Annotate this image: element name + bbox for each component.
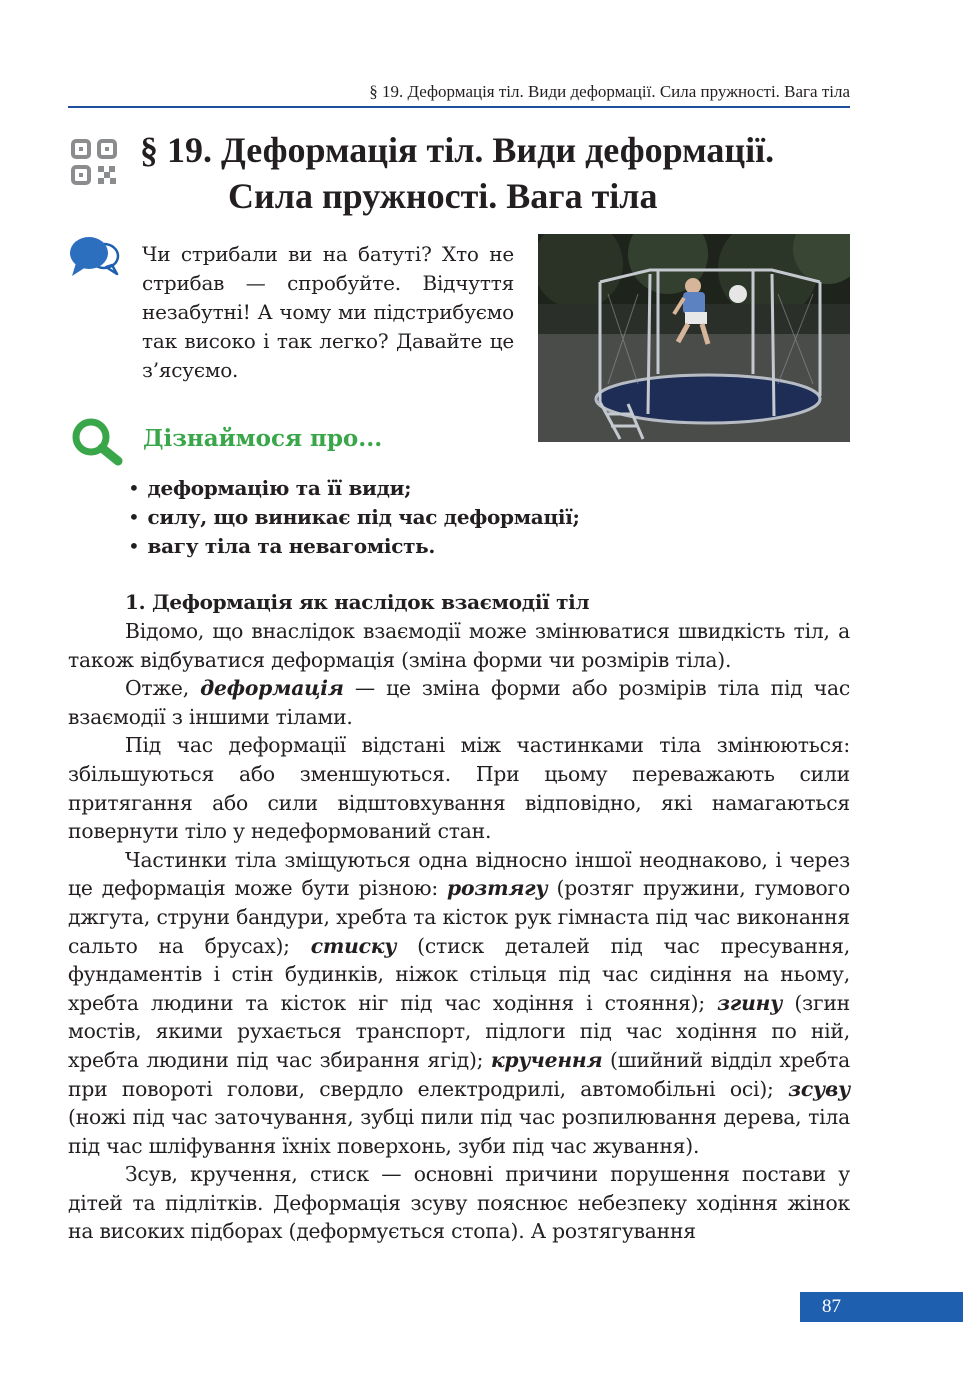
term-tension: розтягу bbox=[447, 876, 548, 901]
magnifier-icon bbox=[70, 416, 124, 466]
list-item: • силу, що виникає під час деформації; bbox=[128, 503, 580, 532]
learn-list bbox=[128, 474, 580, 561]
term-torsion: кручення bbox=[490, 1047, 603, 1072]
intro-paragraph: Чи стрибали ви на батуті? Хто не стрибав — спробуйте. Відчуття незабутні! А чому ми підстрибуємо так високо і так легко? Давайте це з’ясуємо. bbox=[142, 242, 514, 382]
qr-code-icon[interactable] bbox=[70, 138, 118, 186]
running-header: § 19. Деформація тіл. Види деформації. Сила пружності. Вага тіла bbox=[369, 82, 850, 101]
paragraph-2: Отже, деформація — це зміна форми або розмірів тіла під час взаємодії з іншими тілами. bbox=[68, 676, 850, 729]
title-line-2: Сила пружності. Вага тіла bbox=[228, 176, 658, 216]
paragraph-5: Зсув, кручення, стиск — основні причини порушення постави у дітей та підлітків. Деформація зсуву пояснює небезпеку ходіння жінок на високих підборах (деформується стопа). А розтягування bbox=[68, 1162, 850, 1244]
title-line-1: § 19. Деформація тіл. Види деформації. bbox=[140, 130, 775, 170]
paragraph-4: Частинки тіла зміщуються одна відносно іншої неоднаково, і через це деформація може бути різною: розтягу (розтяг пружини, гумового джгута, струни бандури, хребта та кісток рук гімнаста під час виконання сальто на брусах); стиску (стиск деталей під час пресування, фундаментів і стін будинків, ніжок стільця під час сидіння на ньому, хребта людини та кісток ніг під час ходіння і стояння); згину (згин мостів, якими рухається транспорт, підлоги під час ходіння по ній, хребта людини під час збирання ягід); кручення (шийний відділ хребта при повороті голови, свердло електродрилі, автомобільні осі); зсуву (ножі під час заточування, зубці пили під час розпилювання дерева, тіла під час шліфування їхніх поверхонь, зуби під час жування). bbox=[68, 847, 851, 1158]
section-heading: 1. Деформація як наслідок взаємодії тіл bbox=[125, 590, 590, 614]
list-item: • вагу тіла та невагомість. bbox=[128, 532, 580, 561]
page-number: 87 bbox=[800, 1292, 963, 1322]
term-deformation: деформація bbox=[200, 676, 344, 701]
header-rule bbox=[68, 106, 850, 108]
term-shear: зсуву bbox=[788, 1076, 850, 1101]
paragraph-3: Під час деформації відстані між частинками тіла змінюються: збільшуються або зменшуються. При цьому переважають сили притягання або сили відштовхування відповідно, які намагаються повернути тіло у недеформований стан. bbox=[68, 733, 850, 844]
chat-bubbles-icon bbox=[68, 234, 120, 280]
paragraph-1: Відомо, що внаслідок взаємодії може змінюватися швидкість тіл, а також відбуватися деформація (зміна форми чи розмірів тіла). bbox=[68, 619, 850, 672]
body-text bbox=[68, 617, 850, 1246]
term-bending: згину bbox=[717, 990, 783, 1015]
page-title bbox=[140, 127, 860, 219]
learn-heading: Дізнаймося про... bbox=[143, 425, 383, 452]
list-item: • деформацію та її види; bbox=[128, 474, 580, 503]
trampoline-photo bbox=[538, 234, 850, 442]
term-compression: стиску bbox=[310, 933, 397, 958]
